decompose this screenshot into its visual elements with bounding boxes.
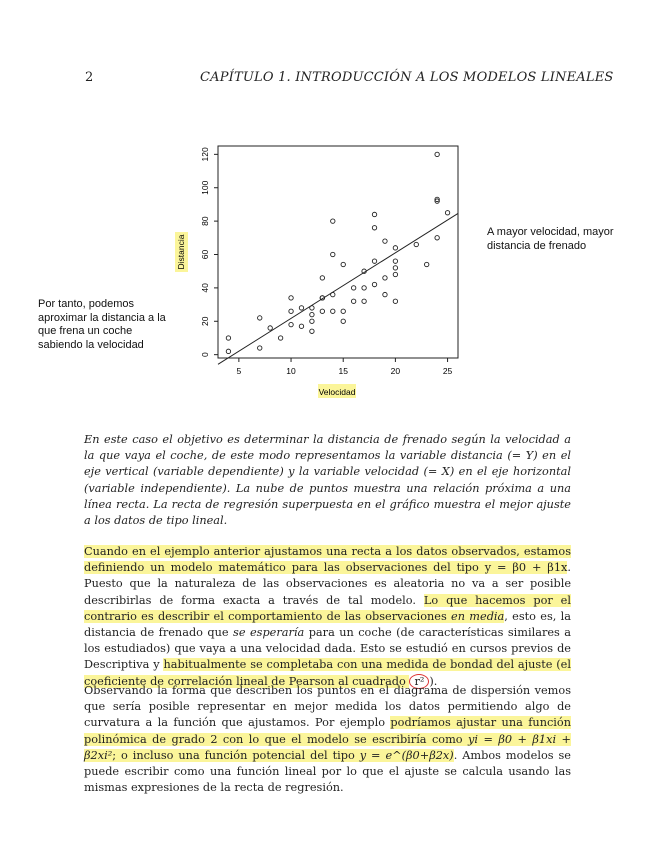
x-axis-label: Velocidad	[318, 387, 356, 397]
y-tick-label: 80	[200, 216, 210, 226]
data-point	[258, 316, 262, 320]
data-point	[383, 276, 387, 280]
data-point	[351, 299, 355, 303]
data-point	[341, 262, 345, 266]
r-squared-circled: r²	[409, 674, 429, 689]
formula-exponential: y = e^(β0+β2x)	[359, 748, 454, 762]
data-point	[362, 299, 366, 303]
data-point	[331, 219, 335, 223]
data-point	[299, 324, 303, 328]
y-axis-label: Distancia	[176, 234, 186, 270]
data-point	[445, 211, 449, 215]
formula-polynomial: yi = β0 + β1xi + β2xi²	[84, 732, 571, 762]
data-point	[393, 272, 397, 276]
annotation-left: Por tanto, podemos aproximar la distancia a la que frena un coche sabiendo la velocidad	[38, 298, 166, 351]
data-point	[289, 309, 293, 313]
data-point	[372, 282, 376, 286]
y-tick-label: 40	[200, 283, 210, 293]
highlight-text: habitualmente se completaba con una medida de bondad del ajuste (el coeficiente de correlación lineal de Pearson al cuadrado	[84, 658, 571, 688]
body-text: . Ambos modelos se puede escribir como una función lineal por lo que el ajuste se calcula usando las mismas expresiones de la recta de regresión.	[84, 748, 571, 795]
data-point	[299, 306, 303, 310]
data-point	[310, 319, 314, 323]
data-point	[341, 309, 345, 313]
data-point	[351, 286, 355, 290]
data-point	[362, 286, 366, 290]
data-point	[383, 292, 387, 296]
data-point	[393, 266, 397, 270]
highlight-text: Cuando en el ejemplo anterior ajustamos una recta a los datos observados, estamos definiendo un modelo matemático para las observaciones del tipo	[84, 545, 571, 575]
paragraph-curvature	[84, 683, 571, 796]
data-point	[435, 152, 439, 156]
data-point	[331, 252, 335, 256]
data-point	[393, 299, 397, 303]
data-point	[372, 212, 376, 216]
data-point	[258, 346, 262, 350]
data-point	[310, 312, 314, 316]
data-point	[414, 242, 418, 246]
data-point	[341, 319, 345, 323]
chapter-title: CAPÍTULO 1. INTRODUCCIÓN A LOS MODELOS LINEALES	[200, 70, 614, 85]
data-point	[435, 236, 439, 240]
y-tick-label: 120	[200, 147, 210, 162]
body-text: , esto es, la distancia de frenado que	[84, 609, 571, 640]
y-tick-label: 60	[200, 249, 210, 260]
data-point	[226, 349, 230, 353]
data-point	[393, 246, 397, 250]
highlight-text: en media	[451, 609, 505, 623]
data-point	[289, 296, 293, 300]
body-text: . Puesto que la naturaleza de las observaciones es aleatoria no va a ser posible describirlas de forma exacta a través de tal modelo.	[84, 561, 571, 607]
x-tick-label: 20	[390, 366, 401, 376]
highlight-text: podríamos ajustar una función polinómica de grado 2 con lo que el modelo se escribiría como	[84, 716, 571, 746]
body-text: se esperaría	[233, 626, 305, 640]
data-point	[310, 329, 314, 333]
data-point	[393, 259, 397, 263]
data-point	[424, 262, 428, 266]
data-point	[372, 226, 376, 230]
data-point	[383, 239, 387, 243]
highlight-text: Lo que hacemos por el contrario es describir el comportamiento de las observaciones	[84, 593, 571, 623]
plot-frame	[218, 146, 458, 358]
annotation-right: A mayor velocidad, mayor distancia de frenado	[487, 226, 614, 252]
y-tick-label: 20	[200, 316, 210, 327]
data-point	[320, 309, 324, 313]
data-point	[320, 276, 324, 280]
highlight-text: ; o incluso una función potencial del tipo	[112, 748, 360, 762]
data-point	[289, 322, 293, 326]
data-point	[278, 336, 282, 340]
formula-linear: y = β0 + β1x	[484, 561, 568, 575]
scatter-plot	[0, 0, 655, 420]
body-text: para un coche (de características similares a los estudiados) que vaya a una velocidad dada. Esto se estudió en cursos previos de Descriptiva y	[84, 626, 572, 672]
paragraph-model	[84, 544, 571, 690]
regression-line	[218, 213, 458, 364]
x-tick-label: 5	[236, 366, 242, 376]
body-text: Observando la forma que describen los puntos en el diagrama de dispersión vemos que sería posible representar en mejor medida los datos permitiendo algo de curvatura a la función que ajustamos. Por ejemplo	[84, 684, 571, 730]
page-number: 2	[85, 70, 94, 85]
data-point	[226, 336, 230, 340]
body-text: ).	[429, 674, 438, 688]
data-point	[268, 326, 272, 330]
x-tick-label: 25	[442, 366, 453, 376]
x-tick-label: 15	[338, 366, 348, 376]
y-tick-label: 100	[200, 180, 210, 195]
x-tick-label: 10	[286, 366, 296, 376]
data-point	[331, 309, 335, 313]
paragraph-intro: En este caso el objetivo es determinar la distancia de frenado según la velocidad a la que vaya el coche, de este modo representamos la variable distancia (= Y) en el eje vertical (variable dependiente) y la variable velocidad (= X) en el eje horizontal (variable independiente). La nube de puntos muestra una relación próxima a una línea recta. La recta de regresión superpuesta en el gráfico muestra el mejor ajuste a los datos de tipo lineal.	[84, 433, 571, 528]
data-point	[372, 259, 376, 263]
y-tick-label: 0	[200, 352, 210, 358]
